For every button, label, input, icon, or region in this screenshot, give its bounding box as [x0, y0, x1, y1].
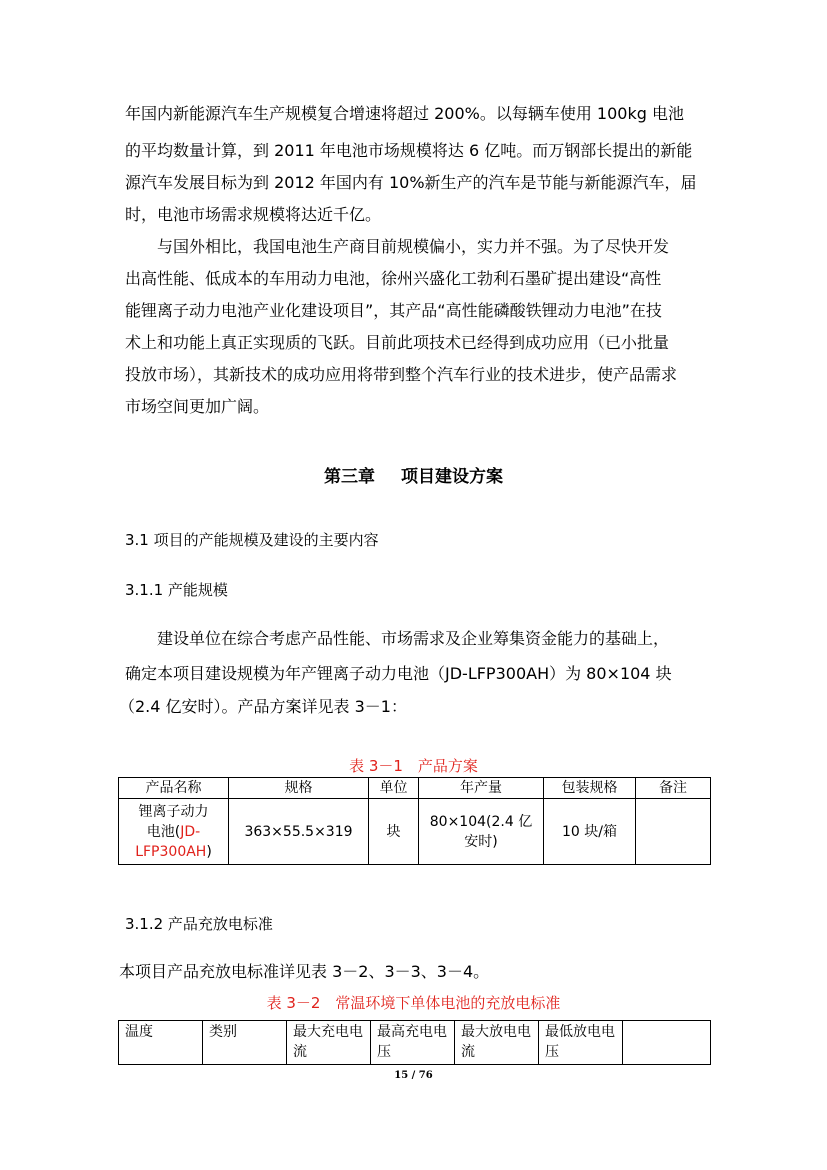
table-header-cell: 最低放电电压 — [539, 1021, 623, 1065]
table-header-cell: 单位 — [369, 778, 419, 799]
section-heading-3-1-1: 3.1.1 产能规模 — [125, 581, 228, 599]
table-header-cell: 包装规格 — [544, 778, 636, 799]
table-header-row — [119, 1021, 711, 1065]
table-header-cell — [623, 1021, 711, 1065]
text-line: （2.4 亿安时）。产品方案详见表 3－1： — [119, 697, 407, 716]
chapter-number: 第三章 — [324, 467, 375, 487]
text-line: 能锂离子动力电池产业化建设项目”，其产品“高性能磷酸铁锂动力电池”在技 — [125, 301, 662, 320]
text-line: 年国内新能源汽车生产规模复合增速将超过 200%。以每辆车使用 100kg 电池 — [125, 104, 684, 123]
table-3-2-caption: 表 3－2 常温环境下单体电池的充放电标准 — [266, 994, 561, 1012]
model-code: JD-LFP300AH — [135, 823, 207, 860]
packaging-cell: 10 块/箱 — [544, 799, 636, 865]
table-header-cell: 最大放电电流 — [455, 1021, 539, 1065]
remark-cell — [636, 799, 711, 865]
text-line: 市场空间更加广阔。 — [125, 397, 270, 416]
table-row — [119, 799, 711, 865]
product-name-cell: 锂离子动力 电池(JD-LFP300AH) — [119, 799, 229, 865]
table-header-cell: 年产量 — [419, 778, 544, 799]
chapter-heading — [0, 466, 827, 488]
text-line: 出高性能、低成本的车用动力电池，徐州兴盛化工勃利石墨矿提出建设“高性 — [125, 269, 662, 288]
text-line: 投放市场），其新技术的成功应用将带到整个汽车行业的技术进步，使产品需求 — [125, 365, 678, 384]
table-header-cell: 规格 — [229, 778, 369, 799]
text-line: 术上和功能上真正实现质的飞跃。目前此项技术已经得到成功应用（已小批量 — [125, 333, 670, 352]
charge-standard-table — [118, 1020, 711, 1065]
table-header-cell: 最高充电电压 — [371, 1021, 455, 1065]
section-heading-3-1-2: 3.1.2 产品充放电标准 — [125, 915, 273, 933]
table-header-cell: 温度 — [119, 1021, 203, 1065]
annual-output-cell: 80×104(2.4 亿安时) — [419, 799, 544, 865]
text-line: 确定本项目建设规模为年产锂离子动力电池（JD-LFP300AH）为 80×104 块 — [125, 664, 672, 683]
text-line: 时，电池市场需求规模将达近千亿。 — [125, 205, 382, 224]
table-header-row — [119, 778, 711, 799]
text-line: 本项目产品充放电标准详见表 3－2、3－3、3－4。 — [119, 962, 490, 981]
chapter-title: 项目建设方案 — [401, 467, 503, 487]
spec-cell: 363×55.5×319 — [229, 799, 369, 865]
product-plan-table — [118, 777, 711, 865]
text-line: 与国外相比，我国电池生产商目前规模偏小，实力并不强。为了尽快开发 — [157, 237, 670, 256]
page-number: 15 / 76 — [394, 1070, 433, 1081]
text-line: 源汽车发展目标为到 2012 年国内有 10%新生产的汽车是节能与新能源汽车，届 — [125, 173, 697, 192]
unit-cell: 块 — [369, 799, 419, 865]
table-header-cell: 产品名称 — [119, 778, 229, 799]
table-header-cell: 类别 — [203, 1021, 287, 1065]
table-header-cell: 备注 — [636, 778, 711, 799]
section-heading-3-1: 3.1 项目的产能规模及建设的主要内容 — [125, 531, 379, 549]
table-3-1-caption: 表 3－1 产品方案 — [349, 757, 478, 775]
text-line: 的平均数量计算，到 2011 年电池市场规模将达 6 亿吨。而万钢部长提出的新能 — [125, 141, 693, 160]
text-line: 建设单位在综合考虑产品性能、市场需求及企业筹集资金能力的基础上， — [157, 629, 670, 648]
table-header-cell: 最大充电电流 — [287, 1021, 371, 1065]
